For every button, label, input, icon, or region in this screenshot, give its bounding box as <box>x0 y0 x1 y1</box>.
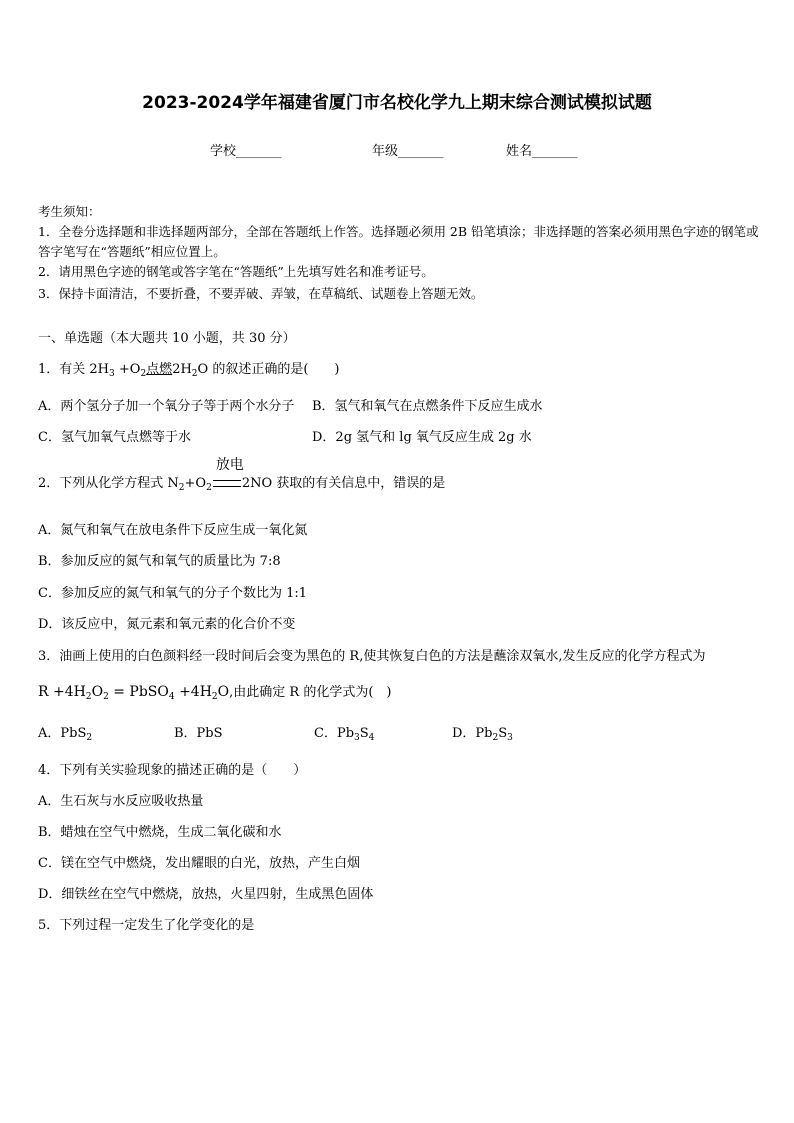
q1-option-c: C．氢气加氧气点燃等于水 <box>38 430 191 445</box>
question-3-stem: 3．油画上使用的白色颜料经一段时间后会变为黑色的 R,使其恢复白色的方法是蘸涂双氧水,发生反应的化学方程式为 <box>38 649 706 664</box>
q2-option-c: C．参加反应的氮气和氧气的分子个数比为 1:1 <box>38 586 308 601</box>
condition-discharge: 放电 <box>212 476 242 491</box>
q1-option-a: A．两个氢分子加一个氧分子等于两个水分子 <box>38 399 295 414</box>
question-5-stem: 5．下列过程一定发生了化学变化的是 <box>38 918 255 933</box>
school-field: 学校_______ <box>210 144 282 159</box>
q3-option-d: D．$Pb_2S_3$ <box>452 726 513 743</box>
question-3-equation: $R +4H_2O_2$ = PbSO$_4$ $+4H_2O$,由此确定 R 的化学式为( ) <box>38 684 392 702</box>
q4-option-a: A．生石灰与水反应吸收热量 <box>38 794 204 809</box>
notice-item-3: 3．保持卡面清洁，不要折叠，不要弄破、弄皱，在草稿纸、试题卷上答题无效。 <box>38 286 484 301</box>
q1-option-d: D．2g 氢气和 lg 氧气反应生成 2g 水 <box>312 430 532 445</box>
q3-option-c: C．$Pb_3S_4$ <box>314 726 375 743</box>
question-1-stem: 1．有关 $2H_3 +O_2$点燃$2H_2O$ 的叙述正确的是( ) <box>38 362 340 379</box>
notice-item-2: 2．请用黑色字迹的钢笔或答字笔在“答题纸”上先填写姓名和准考证号。 <box>38 264 434 279</box>
notice-item-1: 1．全卷分选择题和非选择题两部分，全部在答题纸上作答。选择题必须用 2B 铅笔填涂；非选择题的答案必须用黑色字迹的钢笔或答字笔写在“答题纸”相应位置上。 <box>38 224 759 259</box>
q4-option-b: B．蜡烛在空气中燃烧，生成二氧化碳和水 <box>38 825 282 840</box>
question-4-stem: 4．下列有关实验现象的描述正确的是（ ） <box>38 763 307 778</box>
q2-option-a: A．氮气和氧气在放电条件下反应生成一氧化氮 <box>38 523 308 538</box>
question-2-stem: 2．下列从化学方程式 $N_2+O_2$ 放电 2NO 获取的有关信息中，错误的是 <box>38 457 446 493</box>
q1-option-b: B．氢气和氧气在点燃条件下反应生成水 <box>312 399 543 414</box>
notice-heading: 考生须知： <box>38 204 101 219</box>
q2-option-b: B．参加反应的氮气和氧气的质量比为 7:8 <box>38 554 281 569</box>
q2-option-d: D．该反应中，氮元素和氧元素的化合价不变 <box>38 617 296 632</box>
name-field: 姓名_______ <box>506 144 578 159</box>
condition-ignite: 点燃 <box>146 362 173 377</box>
section-heading: 一、单选题（本大题共 10 小题，共 30 分） <box>38 331 296 346</box>
page-title: 2023-2024学年福建省厦门市名校化学九上期末综合测试模拟试题 <box>142 93 652 113</box>
q4-option-c: C．镁在空气中燃烧，发出耀眼的白光，放热，产生白烟 <box>38 856 360 871</box>
q4-option-d: D．细铁丝在空气中燃烧，放热，火星四射，生成黑色固体 <box>38 887 374 902</box>
q3-option-b: B．PbS <box>174 726 223 741</box>
q3-option-a: A．PbS$_2$ <box>38 726 93 743</box>
grade-field: 年级_______ <box>372 144 444 159</box>
